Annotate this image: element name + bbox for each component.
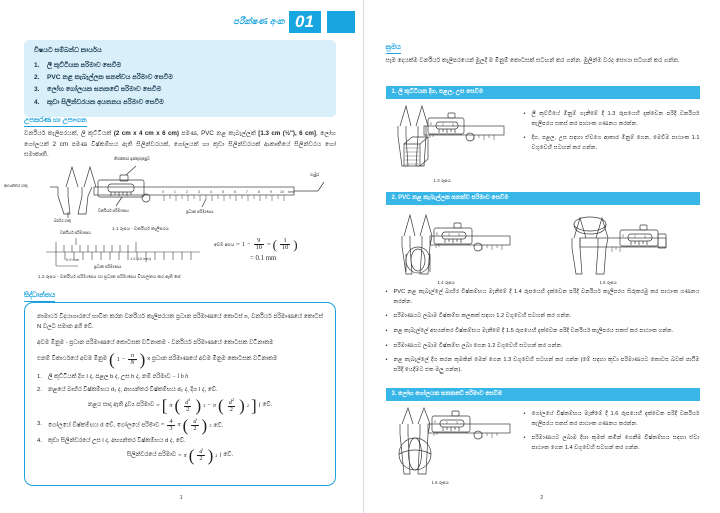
step-1-bullets bbox=[524, 110, 700, 159]
fraction-denominator: 2 bbox=[199, 455, 203, 463]
fraction-denominator: N bbox=[130, 359, 135, 367]
list-item bbox=[34, 84, 326, 96]
fraction-numerator: $d^1$ bbox=[185, 396, 191, 406]
page-number-right: 2 bbox=[540, 495, 544, 501]
fraction-d1-2 bbox=[183, 398, 192, 414]
theory-formula-4-label: සිලින්ඩරයේ පරිමාව bbox=[126, 452, 177, 459]
theory-p3-one: 1 bbox=[116, 356, 120, 364]
step-3-title: 3. ලෝහ ගෝලයක ඝනකඩේ පරිමාව සෙවීම bbox=[386, 388, 700, 401]
list-item bbox=[524, 134, 700, 153]
fraction-numerator: d bbox=[199, 447, 203, 455]
fraction-4-3 bbox=[167, 419, 174, 433]
bracket-close: ] bbox=[250, 396, 257, 416]
formula-eq-2: = bbox=[266, 241, 271, 249]
suffix-we: වේ. bbox=[213, 422, 224, 429]
list-item bbox=[386, 312, 700, 322]
label-thumb-screw: තිරස්කාර ඉස්කුරුප්පුව bbox=[114, 156, 150, 161]
formula-result: = 0.1 mm bbox=[250, 254, 277, 262]
paren-open: ( bbox=[272, 237, 277, 253]
fraction-numerator: d bbox=[193, 417, 197, 425]
exponent: 3 bbox=[209, 422, 212, 428]
bullet-text: ලී කුට්ටියේ මිනුම් ගැනීමේ දී 1.3 රූපයෙහි දැක්වෙන පරිදි වර්නියර් කැලිපරය සකස් කර පාඨාංක ගණනය කරන්න. bbox=[531, 111, 700, 127]
theory-formula-2 bbox=[37, 398, 323, 414]
caliper-pipe-inner-drawing bbox=[554, 210, 682, 280]
paren-close: ) bbox=[239, 396, 245, 416]
svg-text:2: 2 bbox=[633, 235, 636, 239]
objectives-box bbox=[24, 40, 336, 117]
header-title: පරීක්ෂණ අංක bbox=[233, 16, 285, 26]
svg-text:2: 2 bbox=[186, 190, 188, 194]
theory-p3-pre: එනම් විකාර්ථයේ අවම මිනුම bbox=[37, 356, 108, 363]
objective-number: 2. bbox=[34, 74, 40, 82]
step-2-bullets bbox=[386, 288, 700, 381]
method-heading: ක්‍රමය bbox=[386, 44, 401, 54]
svg-text:0: 0 bbox=[162, 190, 164, 194]
svg-text:0: 0 bbox=[433, 420, 436, 424]
paren-open: ( bbox=[188, 445, 195, 465]
equals: = bbox=[160, 421, 165, 429]
objective-number: 1. bbox=[34, 62, 40, 69]
svg-text:0: 0 bbox=[429, 122, 432, 126]
theory-item-text: කුඩා සිලින්ඩරයේ උස l ද, අභ්‍යන්තර විෂ්කම්භය d ද, වේ. bbox=[48, 437, 186, 444]
fraction-denominator: 10 bbox=[255, 244, 262, 252]
svg-text:3: 3 bbox=[457, 233, 460, 237]
suffix-we: වේ. bbox=[262, 402, 273, 409]
minus: − bbox=[207, 402, 211, 410]
caliper-pipe-outer-drawing bbox=[392, 210, 520, 280]
bullet-text: ගෝලයේ විෂ්කම්භය මැනීමේ දී 1.6 රූපයෙහි දැක්වෙන පරිදි වර්නියර් කැලිපරය සකස් කර පාඨාංක ගණනය කරන්න. bbox=[531, 411, 700, 427]
variable-l: l bbox=[219, 452, 222, 460]
apparatus-text bbox=[24, 129, 336, 161]
figure-caption-1-6: 1.6 රූපය bbox=[431, 480, 449, 485]
pi-symbol: π bbox=[177, 421, 181, 429]
bullet-text: දිග, පළල, උස සඳහා ඒවගෙ ආකාර මිනුම් ගෙන, මෙවිම පාඨාංක 1.1 වගුවෙහි සටහන් කර ගන්න. bbox=[531, 135, 700, 152]
caliper-sphere-drawing bbox=[390, 406, 520, 482]
list-item bbox=[524, 434, 700, 453]
theory-formula-2-label: නළය සාදා ඇති ද්‍රව්‍ය පරිමාව bbox=[87, 402, 155, 409]
bullet-icon: • bbox=[385, 328, 388, 335]
svg-text:3: 3 bbox=[198, 190, 200, 194]
formula-minus: − bbox=[246, 241, 251, 249]
svg-text:5: 5 bbox=[222, 190, 224, 194]
least-count-formula bbox=[214, 238, 354, 262]
svg-text:4: 4 bbox=[210, 190, 212, 194]
step-1-title: 1. ලී කුට්ටියක දිග, පළල, උස සෙවීම bbox=[386, 86, 700, 99]
bullet-text: PVC නළ කැබැල්ලේ බාහිර විෂ්කම්භය මැනීමේ දී 1.4 රූපයෙහි දැක්වෙන පරිදි වර්නියර් කැලිපරය සිරුකරමු කර පාඨාංක ගණනය කරන්න. bbox=[393, 289, 700, 305]
list-item bbox=[386, 327, 700, 337]
figure-caption-1-2: 1.2 රූපය - වර්නියර් පරිමාණය හා ප්‍රධාන පරිමාණය විශාලනය කර ඇති සේ bbox=[38, 274, 181, 279]
paren-close: ) bbox=[195, 396, 202, 416]
svg-text:10: 10 bbox=[280, 190, 284, 194]
label-main-scale: ප්‍රධාන පරිමාණය bbox=[186, 209, 214, 214]
paren-close: ) bbox=[207, 445, 214, 465]
label-vernier-scale: වර්නියර් පරිමාණය bbox=[98, 208, 129, 213]
fraction-denominator: 10 bbox=[281, 244, 289, 252]
fraction-9-10 bbox=[254, 238, 264, 252]
apparatus-part-1: වර්නියර් කැලිපරයක්, ලී කුට්ටියක් bbox=[24, 130, 114, 137]
paren-open: ( bbox=[218, 396, 224, 416]
equals: = bbox=[178, 452, 182, 460]
theory-p3-post: x ප්‍රධාන පරිමාණයේ අවම මිනුම කොටසක වටිනාකම bbox=[147, 356, 278, 363]
svg-text:0: 0 bbox=[621, 234, 624, 238]
step-3-bullets bbox=[524, 410, 700, 459]
figure-1-5-pipe-inner bbox=[554, 210, 682, 285]
fraction-denominator: 2 bbox=[193, 425, 197, 433]
objective-text: කුඩා සිලින්ඩරයක අයතනය පරිමාව සෙවීම bbox=[47, 98, 164, 106]
fraction-numerator: 4 bbox=[169, 417, 173, 425]
variable-l: l bbox=[258, 402, 261, 410]
theory-item-text bbox=[48, 372, 188, 382]
theory-item-inline-formula: − l b h bbox=[172, 373, 189, 380]
pi-symbol: π bbox=[169, 402, 173, 410]
bullet-text: පරිමාණයට ලබාම විෂ්කම්භ කලකක් සඳහා 1.2 වගුවෙහි සටහන් කර ගන්න. bbox=[393, 313, 572, 320]
bullet-text: නළ කැබැල්ලේ දිග කරන කුමකින් මෙන් ගෙන 1.3 වගුවෙහි සටහන් කර ගන්න (මේ සඳහා කුඩා පරිමාණයට කොටස බවක් පාඨීම පරිදි යෙදීමට එක මලු ගන්න). bbox=[393, 357, 700, 374]
svg-text:1: 1 bbox=[174, 190, 176, 194]
list-item bbox=[524, 110, 700, 129]
figure-caption-1-3: 1.3 රූපය bbox=[433, 178, 451, 183]
exponent: 2 bbox=[203, 403, 206, 409]
objectives-list bbox=[34, 60, 326, 109]
bullet-icon: • bbox=[523, 135, 526, 142]
fraction-1-10 bbox=[280, 238, 290, 252]
figure-1-3-caliper-block bbox=[390, 104, 516, 183]
paren-close: ) bbox=[201, 415, 208, 435]
theory-item-text bbox=[48, 415, 224, 435]
figure-1-4-pipe-outer bbox=[392, 210, 520, 285]
paren-open: ( bbox=[174, 396, 181, 416]
theory-formula-4 bbox=[37, 445, 323, 465]
exponent: 2 bbox=[246, 403, 249, 409]
fraction-numerator: 1 bbox=[283, 237, 287, 244]
label-upper-jaw: අභ්‍යන්තර හකු bbox=[4, 183, 28, 188]
list-item bbox=[37, 385, 323, 395]
label-vernier-scale-detail: වර්නියර් පරිමාණය bbox=[60, 230, 91, 235]
theory-item-body: ගෝලයේ විෂ්කම්භය d වේ, ගෝලයේ පරිමාව bbox=[48, 422, 160, 429]
paren-close: ) bbox=[293, 237, 298, 253]
svg-text:mm: mm bbox=[288, 190, 294, 194]
suffix-we: වේ. bbox=[223, 452, 234, 459]
fraction-n-N bbox=[128, 353, 136, 367]
bullet-icon: • bbox=[385, 313, 388, 320]
list-item bbox=[386, 342, 700, 352]
svg-text:3: 3 bbox=[455, 421, 458, 425]
label-main-scale-detail: ප්‍රධාන පරිමාණය bbox=[94, 264, 122, 269]
method-intro: සෑම දෙයක්ම වර්නියර් කැලිපරයෙන් මුලදී ම මිනුම් කොටසක් සටහන් කර ගන්න. මුලින්ම වරද සොයා සටහන් කර ගන්න. bbox=[385, 58, 680, 64]
theory-item-number: 1. bbox=[37, 373, 42, 380]
fraction-numerator: n bbox=[130, 351, 135, 359]
pi-symbol: π bbox=[212, 402, 217, 410]
objective-text: ලී කුට්ටියක පරිමාව සෙවීම bbox=[47, 62, 122, 69]
bracket-open: [ bbox=[161, 396, 168, 416]
figure-vernier-caliper bbox=[4, 156, 336, 232]
caliper-block-drawing bbox=[390, 104, 516, 176]
theory-heading: සිද්ධාන්තය bbox=[24, 292, 55, 302]
bullet-text: පරිමාණයට ලබාම විෂ්කම්භ ලබා ගෙන 1.2 වගුවෙහි සටහන් කර ගන්න. bbox=[393, 342, 563, 349]
list-item bbox=[386, 356, 700, 375]
theory-paragraph-1: නාමාර්ථ විදයාගාරයේ භාවිත කරන වර්නියර් කැලිපරයක ප්‍රධාන පරිමාණයේ කොටස් n, වර්නියර් පරිමාණයේ කොටස් N වලට සමාන අගී වේ. bbox=[37, 314, 323, 331]
objective-text: ලෝහ ගෝලයක ඝනකඩේ පරිමාව සෙවීම bbox=[47, 86, 162, 94]
paren-open: ( bbox=[182, 415, 189, 435]
theory-paragraph-2: අවම මිනුම - ප්‍රධාන පරිමාණයේ කොටසක වටිනාකම - වර්නියර් පරිමාණයේ කොටසක වටිනාකම bbox=[37, 339, 274, 346]
list-item bbox=[37, 436, 323, 446]
objective-text: PVC නළ කැබැල්ලක ඝනත්වය පරිමාව සෙවීම bbox=[47, 74, 174, 82]
figure-caption-1-5: 1.5 රූපය bbox=[599, 280, 617, 285]
tick-note-right: 1.0 (10 mm) bbox=[130, 256, 151, 261]
apparatus-heading: උපකරණ හා උපාංගන bbox=[24, 117, 87, 127]
svg-text:3: 3 bbox=[643, 235, 646, 239]
svg-text:6: 6 bbox=[234, 190, 236, 194]
experiment-number-badge: 01 bbox=[289, 11, 321, 33]
theory-item-body: ලී කුට්ටියක් දිග l ද, පළල b ද, උස h ද, නම් පරිමාව bbox=[48, 373, 171, 380]
fraction-numerator: 9 bbox=[257, 237, 261, 244]
page-right bbox=[363, 0, 720, 513]
list-item bbox=[37, 372, 323, 382]
apparatus-dim-pipe: [1.3 cm (½"), 6 cm] bbox=[258, 130, 316, 137]
list-item bbox=[37, 415, 323, 435]
bullet-icon: • bbox=[523, 435, 526, 442]
fraction-denominator: 2 bbox=[229, 406, 233, 414]
pi-symbol: π bbox=[183, 452, 187, 460]
svg-text:2: 2 bbox=[447, 233, 450, 237]
formula-eq-1: = bbox=[236, 241, 240, 249]
bullet-text: නළ කැබැල්ලේ අභ්‍යන්තර විෂ්කම්භය මැනීමේ දී 1.5 රූපයෙහි දැක්වෙන පරිදි වර්නියර් කැලිපරය සකස් කර පාඨාංක ගන්න. bbox=[393, 328, 674, 335]
theory-item-number: 2. bbox=[37, 386, 42, 393]
objectives-title: විෂයට සම්බන්ධ කාර්යය bbox=[34, 47, 102, 54]
figure-caption-1-1: 1.1 රූපය - වර්නියර් කැලිපරය bbox=[112, 226, 169, 231]
bullet-icon: • bbox=[385, 289, 388, 295]
figure-caption-1-4: 1.4 රූපය bbox=[437, 280, 455, 285]
paren-close: ) bbox=[139, 350, 146, 370]
tick-note-left: 0.9 mm bbox=[66, 257, 79, 262]
page-header bbox=[0, 8, 363, 33]
theory-item-number: 3. bbox=[37, 420, 42, 427]
equals: = bbox=[156, 402, 160, 410]
svg-text:2: 2 bbox=[445, 421, 448, 425]
fraction-denominator: 2 bbox=[186, 406, 190, 414]
list-item bbox=[34, 97, 326, 109]
svg-text:7: 7 bbox=[246, 190, 248, 194]
figure-1-6-sphere bbox=[390, 406, 520, 485]
theory-item-text: නළයේ බාහිර විෂ්කම්භය d₁ ද, අභ්‍යන්තර විෂ්කම්භය d₂ ද, දිග l ද, වේ. bbox=[48, 386, 218, 393]
objective-number: 4. bbox=[34, 98, 40, 106]
header-accent-block bbox=[327, 11, 355, 33]
bullet-text: පරිමාණයට ලබාම දිශා කුමක් කමින් ගෙනීම විෂ්කම්භය සඳහා ඒවා පාඨාංක ගෙන 1.4 වගුවෙහි සටහන් කර ගන්න. bbox=[531, 435, 700, 452]
theory-formula-3 bbox=[160, 415, 224, 435]
theory-item-number: 4. bbox=[37, 437, 42, 444]
svg-text:9: 9 bbox=[270, 190, 272, 194]
label-lower-jaw: බාහිර හකු bbox=[54, 218, 71, 223]
fraction-d-2 bbox=[191, 419, 198, 433]
svg-text:3: 3 bbox=[451, 123, 454, 127]
svg-text:8: 8 bbox=[258, 190, 260, 194]
bullet-icon: • bbox=[385, 342, 388, 349]
apparatus-part-3: , ලෝහ ගෝලයක් 2 cm පමණ විෂ්කම්භය ඇති සිලින්ඩරයක්, ගෝලයක් හා කුඩා සිලින්ඩරයක් ආකෘතියේ සිලින්ඩරය හෝ සමාකෘති. bbox=[24, 130, 336, 159]
fraction-numerator: $d^2$ bbox=[228, 396, 235, 406]
objective-number: 3. bbox=[34, 86, 40, 94]
fraction-d2-2 bbox=[227, 398, 236, 414]
scale-detail-drawing bbox=[42, 234, 212, 270]
figure-scale-detail bbox=[38, 230, 212, 279]
list-item bbox=[524, 410, 700, 429]
apparatus-dim-block: (2 cm x 4 cm x 6 cm) bbox=[113, 130, 179, 137]
theory-paragraph-3 bbox=[37, 350, 323, 370]
svg-text:2: 2 bbox=[441, 123, 444, 127]
bullet-icon: • bbox=[523, 411, 526, 417]
apparatus-part-2: පමණ, PVC නළ කැබැල්ලක් bbox=[179, 130, 259, 137]
list-item bbox=[386, 288, 700, 307]
vernier-caliper-drawing bbox=[36, 162, 336, 224]
svg-text:0: 0 bbox=[435, 232, 438, 236]
page-number-left: 1 bbox=[179, 495, 183, 501]
label-depth-rod: ගැඹුර bbox=[310, 172, 320, 177]
formula-one: 1 bbox=[241, 241, 245, 249]
list-item bbox=[34, 60, 326, 72]
formula-label: අවම අගය bbox=[214, 242, 235, 248]
exponent: 2 bbox=[215, 453, 218, 459]
list-item bbox=[34, 72, 326, 84]
theory-box bbox=[24, 302, 336, 486]
fraction-denominator: 3 bbox=[169, 425, 173, 433]
bullet-icon: • bbox=[385, 357, 388, 364]
bullet-icon: • bbox=[523, 111, 526, 117]
theory-p3-minus: − bbox=[121, 356, 126, 364]
step-2-title: 2. PVC නළ කැබැල්ලක ඝනත්ව පරිමාව සෙවීම bbox=[386, 192, 700, 205]
fraction-d-2 bbox=[197, 449, 204, 463]
paren-open: ( bbox=[109, 350, 115, 370]
